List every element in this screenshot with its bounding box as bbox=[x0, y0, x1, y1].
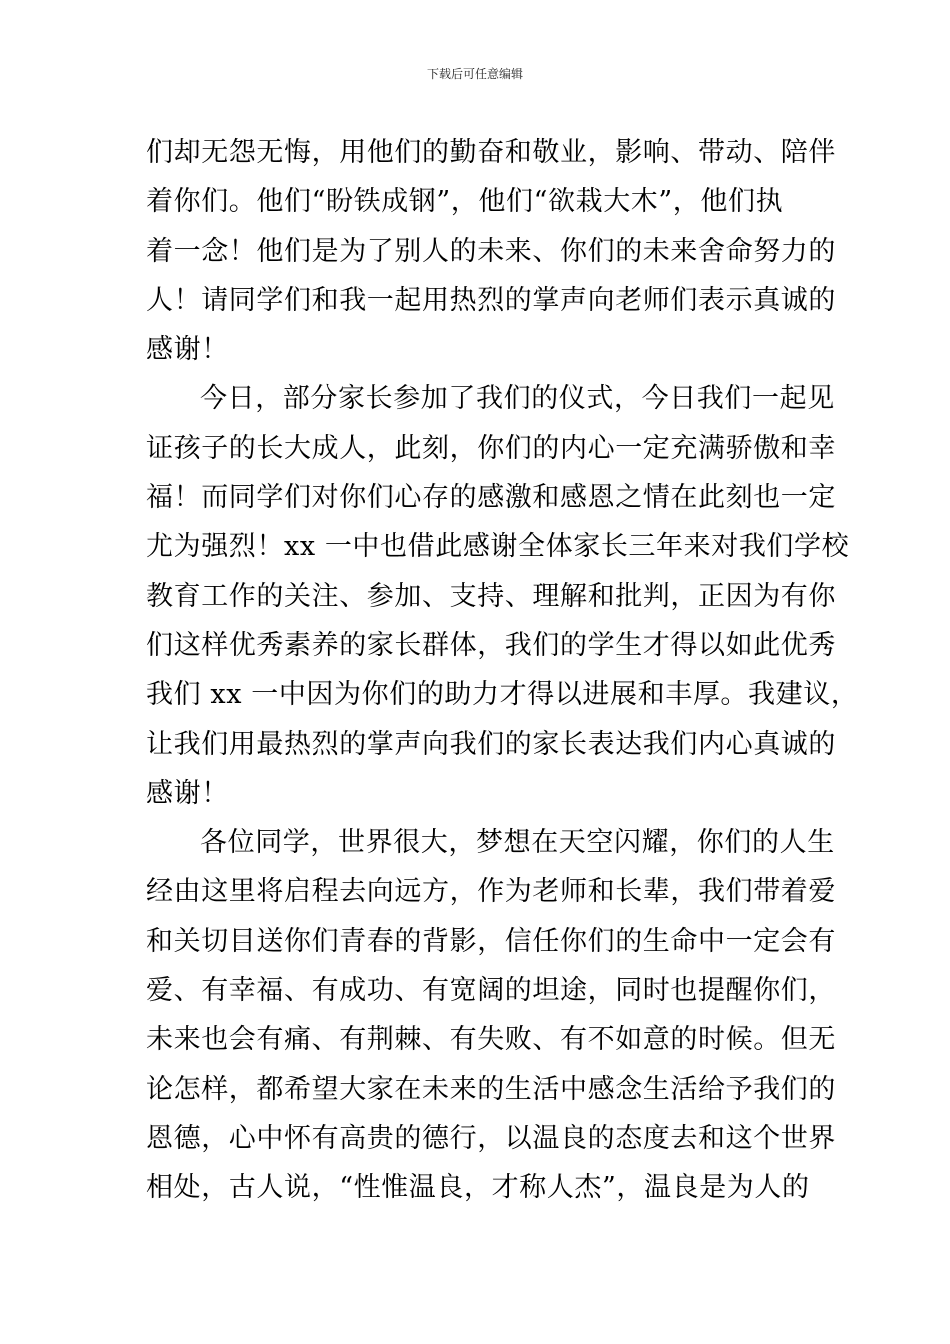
text-line: 论怎样，都希望大家在未来的生活中感念生活给予我们的 bbox=[146, 1073, 836, 1105]
text-line: 和关切目送你们青春的背影，信任你们的生命中一定会有 bbox=[146, 925, 836, 957]
text-line: 尤为强烈！xx 一中也借此感谢全体家长三年来对我们学校 bbox=[146, 531, 850, 563]
paragraph-start-line: 各位同学，世界很大，梦想在天空闪耀，你们的人生 bbox=[200, 827, 835, 859]
text-line: 我们 xx 一中因为你们的助力才得以进展和丰厚。我建议， bbox=[146, 679, 859, 711]
text-line: 未来也会有痛、有荆棘、有失败、有不如意的时候。但无 bbox=[146, 1024, 836, 1056]
paragraph-start-line: 今日，部分家长参加了我们的仪式，今日我们一起见 bbox=[200, 383, 835, 415]
text-line: 们这样优秀素养的家长群体，我们的学生才得以如此优秀 bbox=[146, 629, 836, 661]
text-line: 们却无怨无悔，用他们的勤奋和敬业，影响、带动、陪伴 bbox=[146, 137, 836, 168]
text-line: 相处，古人说，“性惟温良，才称人杰”，温良是为人的 bbox=[146, 1172, 810, 1204]
text-line: 证孩子的长大成人，此刻，你们的内心一定充满骄傲和幸 bbox=[146, 432, 836, 464]
text-line: 让我们用最热烈的掌声向我们的家长表达我们内心真诚的 bbox=[146, 728, 836, 760]
text-line: 感谢！ bbox=[146, 334, 229, 366]
text-line: 感谢！ bbox=[146, 777, 229, 809]
document-body bbox=[146, 128, 859, 1213]
text-line: 着一念！他们是为了别人的未来、你们的未来舍命努力的 bbox=[146, 235, 836, 267]
text-line: 人！请同学们和我一起用热烈的掌声向老师们表示真诚的 bbox=[146, 284, 836, 316]
text-line: 着你们。他们“盼铁成钢”，他们“欲栽大木”，他们执 bbox=[146, 186, 784, 218]
text-line: 福！而同学们对你们心存的感激和感恩之情在此刻也一定 bbox=[146, 482, 836, 514]
text-line: 爱、有幸福、有成功、有宽阔的坦途，同时也提醒你们， bbox=[146, 975, 836, 1007]
text-line: 恩德，心中怀有高贵的德行，以温良的态度去和这个世界 bbox=[146, 1122, 836, 1154]
text-line: 教育工作的关注、参加、支持、理解和批判，正因为有你 bbox=[146, 580, 836, 612]
text-line: 经由这里将启程去向远方，作为老师和长辈，我们带着爱 bbox=[146, 876, 836, 908]
page-header: 下载后可任意编辑 bbox=[426, 67, 523, 81]
